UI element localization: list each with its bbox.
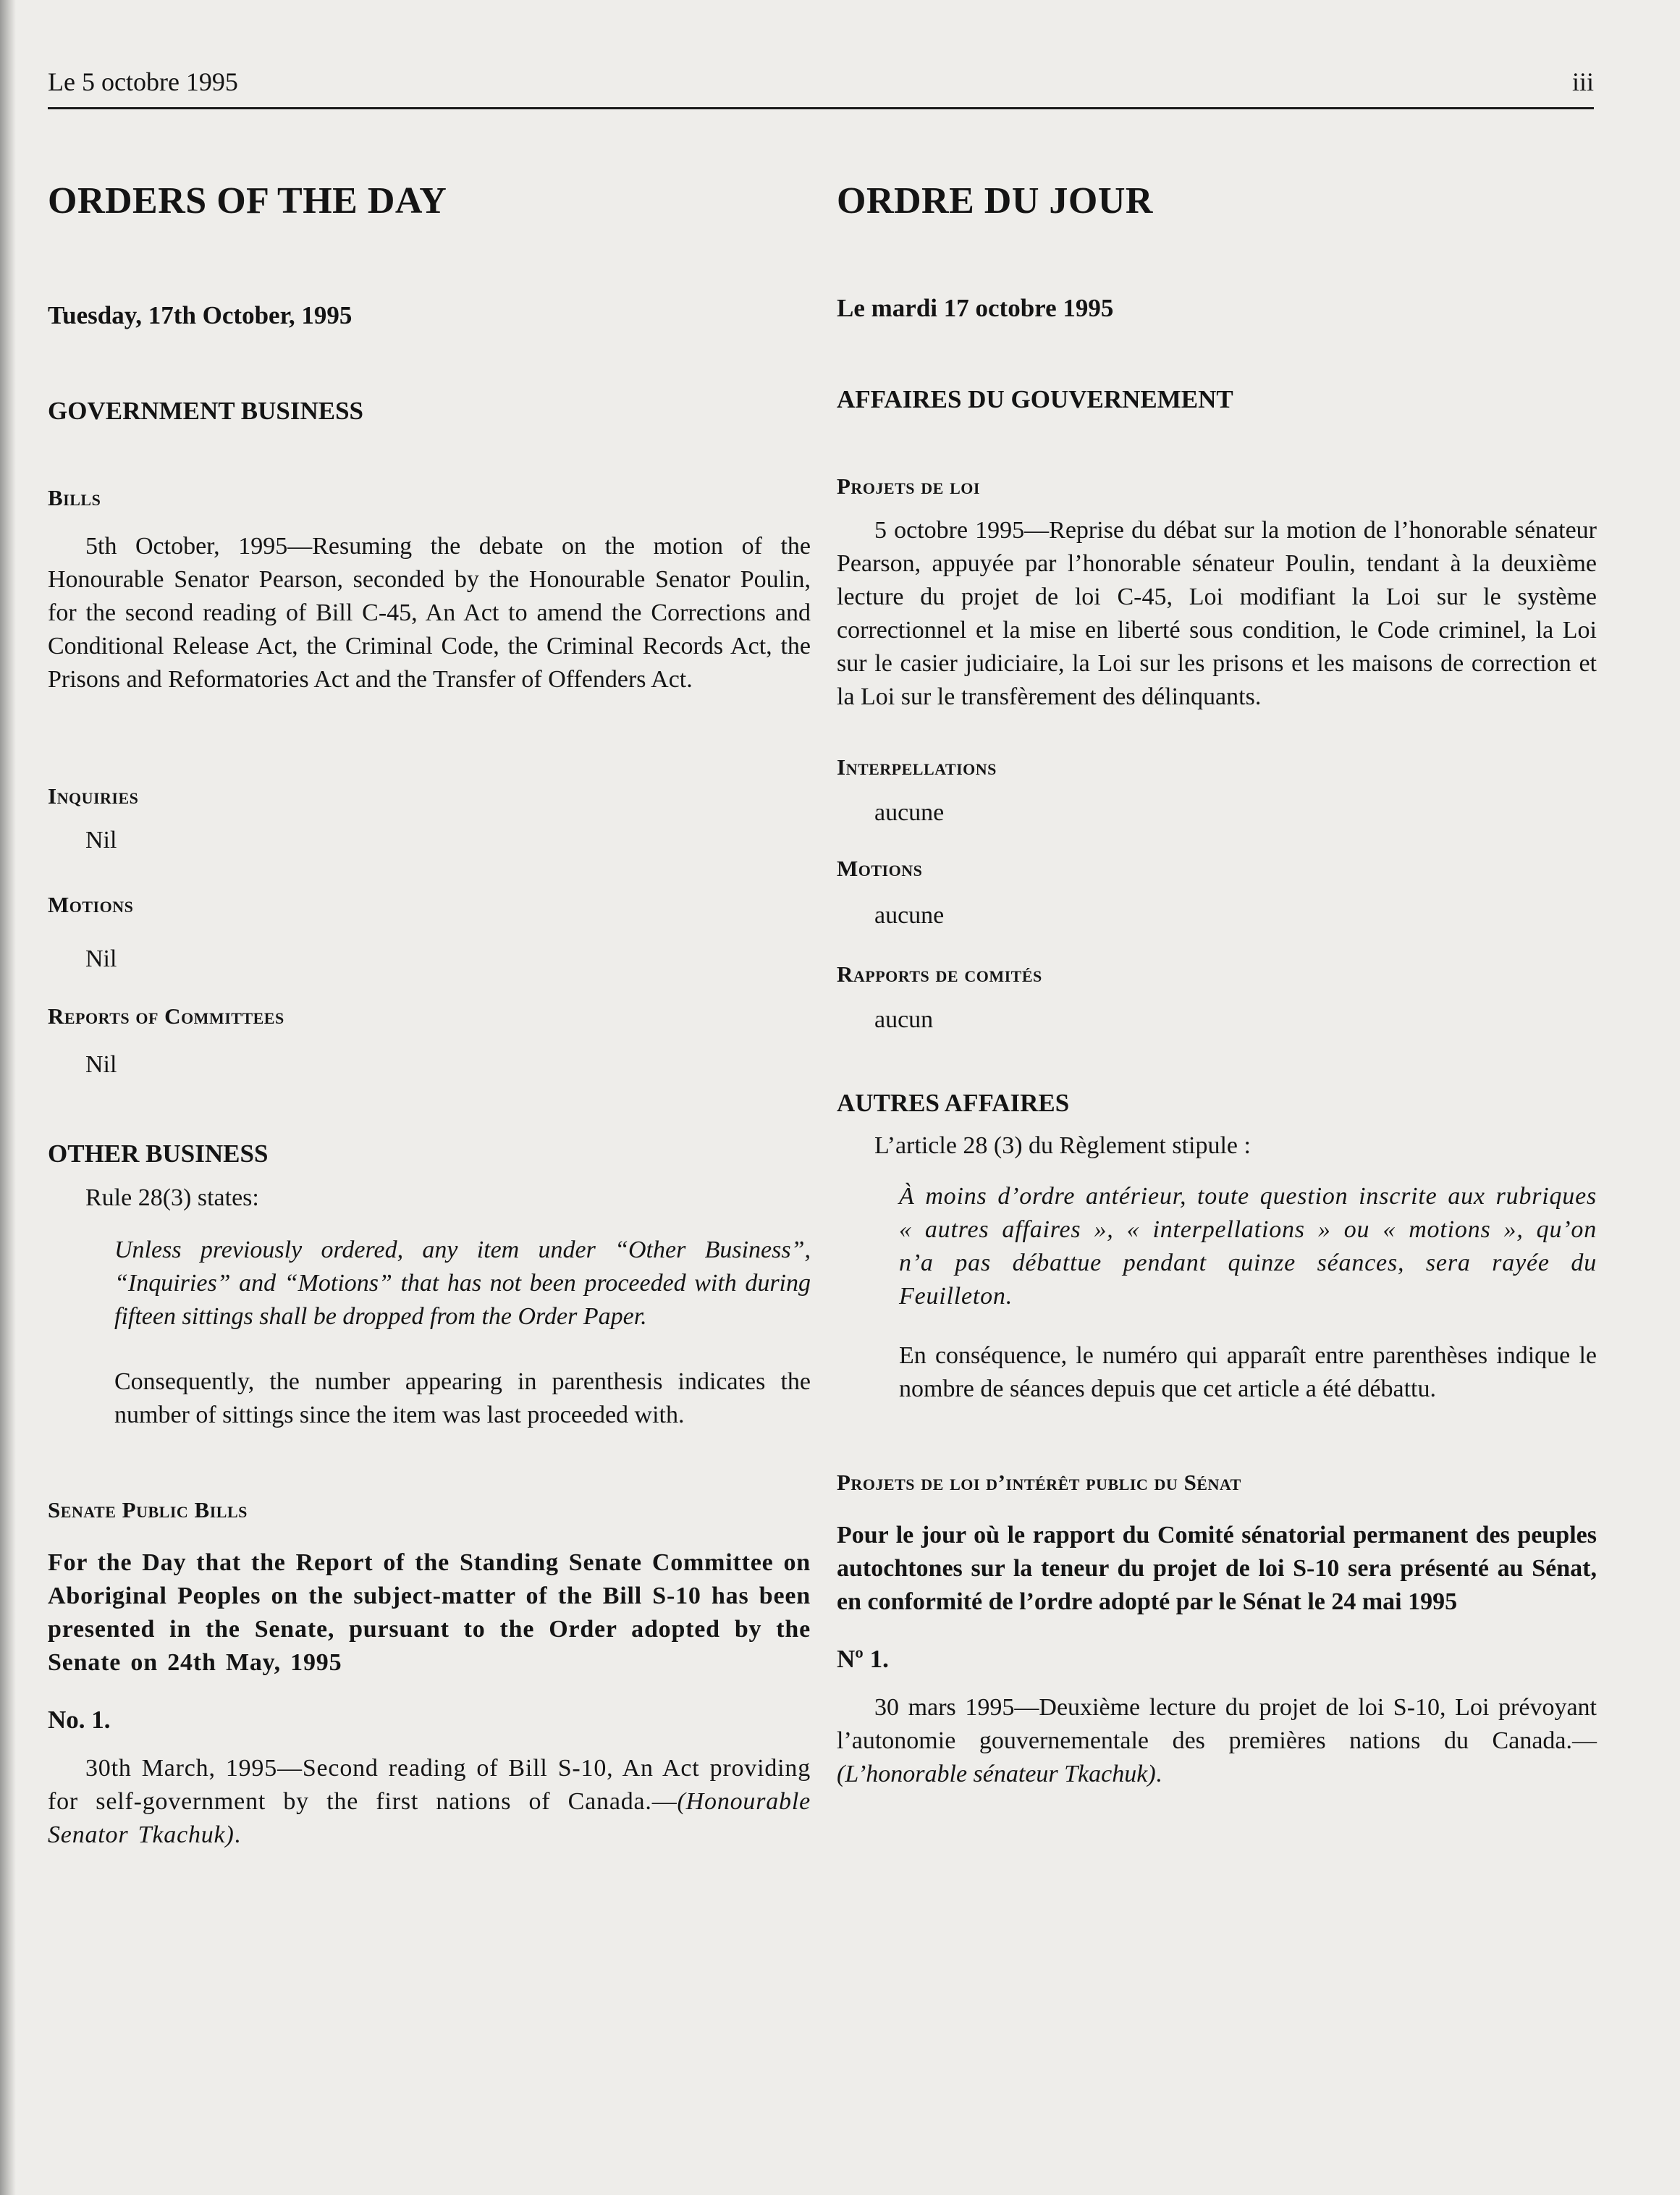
reports-heading: Reports of Committees xyxy=(48,1003,284,1029)
english-column xyxy=(48,152,811,1852)
bills-item: 5th October, 1995—Resuming the debate on the motion of the Honourable Senator Pearson, seconded by the Honourable Senator Poulin, for the second reading of Bill C-45, An Act to amend the Corrections and Conditional Release Act, the Criminal Code, the Criminal Records Act, the Prisons and Reformatories Act and the Transfer of Offenders Act. xyxy=(48,533,811,693)
consequently-note: Consequently, the number appearing in parenthesis indicates the number of sittings since the item was last proceeded with. xyxy=(114,1368,811,1428)
item-text-end: . xyxy=(234,1821,241,1848)
page-number: iii xyxy=(1571,67,1594,96)
page-title: ORDERS OF THE DAY xyxy=(48,180,447,222)
motions-value: Nil xyxy=(85,945,117,972)
day-order-text-fr: Pour le jour où le rapport du Comité sénatorial permanent des peuples autochtones sur la teneur du projet de loi S-10 sera présenté au Sénat, en conformité de l’ordre adopté par le Sénat le 24 mai 1995 xyxy=(837,1522,1597,1615)
item-text xyxy=(48,1752,811,1852)
reports-heading-fr: Rapports de comités xyxy=(837,961,1042,987)
motions-heading-fr: Motions xyxy=(837,856,923,881)
day-order-text: For the Day that the Report of the Standing Senate Committee on Aboriginal Peoples on the subject-matter of the Bill S-10 has been presented in the Senate, pursuant to the Order adopted by the Senate on 24th May, 1995 xyxy=(48,1549,811,1676)
bills-heading-fr: Projets de loi xyxy=(837,473,980,499)
other-business-heading-fr: AUTRES AFFAIRES xyxy=(837,1089,1070,1117)
inquiries-heading: Inquiries xyxy=(48,783,139,809)
rule-quote-fr: À moins d’ordre antérieur, toute question inscrite aux rubriques « autres affaires », « interpellations » ou « motions », qu’on n’a pas débattue pendant quinze séances, sera rayée du Feuilleton. xyxy=(899,1183,1597,1310)
government-business-heading: GOVERNMENT BUSINESS xyxy=(48,397,363,425)
senate-public-bills-heading: Senate Public Bills xyxy=(48,1497,248,1522)
rule-quote: Unless previously ordered, any item under “Other Business”, “Inquiries” and “Motions” that has not been proceeded with during fifteen sittings shall be dropped from the Order Paper. xyxy=(114,1236,811,1330)
item-text-fr xyxy=(837,1691,1597,1791)
rule-intro: Rule 28(3) states: xyxy=(85,1184,259,1211)
running-header xyxy=(48,67,1594,109)
senate-public-bills-heading-fr: Projets de loi d’intérêt public du Sénat xyxy=(837,1470,1241,1495)
consequently-note-fr: En conséquence, le numéro qui apparaît entre parenthèses indique le nombre de séances depuis que cet article a été débattu. xyxy=(899,1342,1597,1402)
reports-value: Nil xyxy=(85,1051,117,1078)
inquiries-heading-fr: Interpellations xyxy=(837,754,997,780)
sitting-date: Tuesday, 17th October, 1995 xyxy=(48,301,353,329)
bills-heading: Bills xyxy=(48,485,101,510)
page-title-fr: ORDRE DU JOUR xyxy=(837,180,1153,222)
motions-value-fr: aucune xyxy=(874,902,945,929)
header-date: Le 5 octobre 1995 xyxy=(48,67,238,96)
inquiries-value: Nil xyxy=(85,827,117,854)
item-sponsor-fr: (L’honorable sénateur Tkachuk) xyxy=(837,1761,1156,1787)
french-column xyxy=(837,152,1597,1791)
inquiries-value-fr: aucune xyxy=(874,799,945,826)
item-sponsor: (Honourable Senator Tkachuk) xyxy=(48,1788,811,1848)
government-business-heading-fr: AFFAIRES DU GOUVERNEMENT xyxy=(837,385,1233,413)
page-binding-shadow xyxy=(0,0,16,2195)
reports-value-fr: aucun xyxy=(874,1006,934,1033)
bills-item-fr: 5 octobre 1995—Reprise du débat sur la motion de l’honorable sénateur Pearson, appuyée par l’honorable sénateur Poulin, tendant à la deuxième lecture du projet de loi C-45, Loi modifiant la Loi sur le système correctionnel et la mise en liberté sous condition, le Code criminel, la Loi sur le casier judiciaire, la Loi sur les prisons et les maisons de correction et la Loi sur le transfèrement des délinquants. xyxy=(837,517,1597,710)
item-number: No. 1. xyxy=(48,1706,111,1734)
item-text-body-fr: 30 mars 1995—Deuxième lecture du projet de loi S-10, Loi prévoyant l’autonomie gouvernementale des premières nations du Canada.— xyxy=(837,1694,1597,1754)
item-number-fr: Nº 1. xyxy=(837,1645,889,1673)
item-text-end-fr: . xyxy=(1155,1761,1162,1787)
sitting-date-fr: Le mardi 17 octobre 1995 xyxy=(837,294,1114,322)
rule-intro-fr: L’article 28 (3) du Règlement stipule : xyxy=(874,1132,1251,1159)
item-text-body: 30th March, 1995—Second reading of Bill S-10, An Act providing for self-government by the first nations of Canada.— xyxy=(48,1755,811,1815)
motions-heading: Motions xyxy=(48,892,134,917)
other-business-heading: OTHER BUSINESS xyxy=(48,1139,269,1168)
